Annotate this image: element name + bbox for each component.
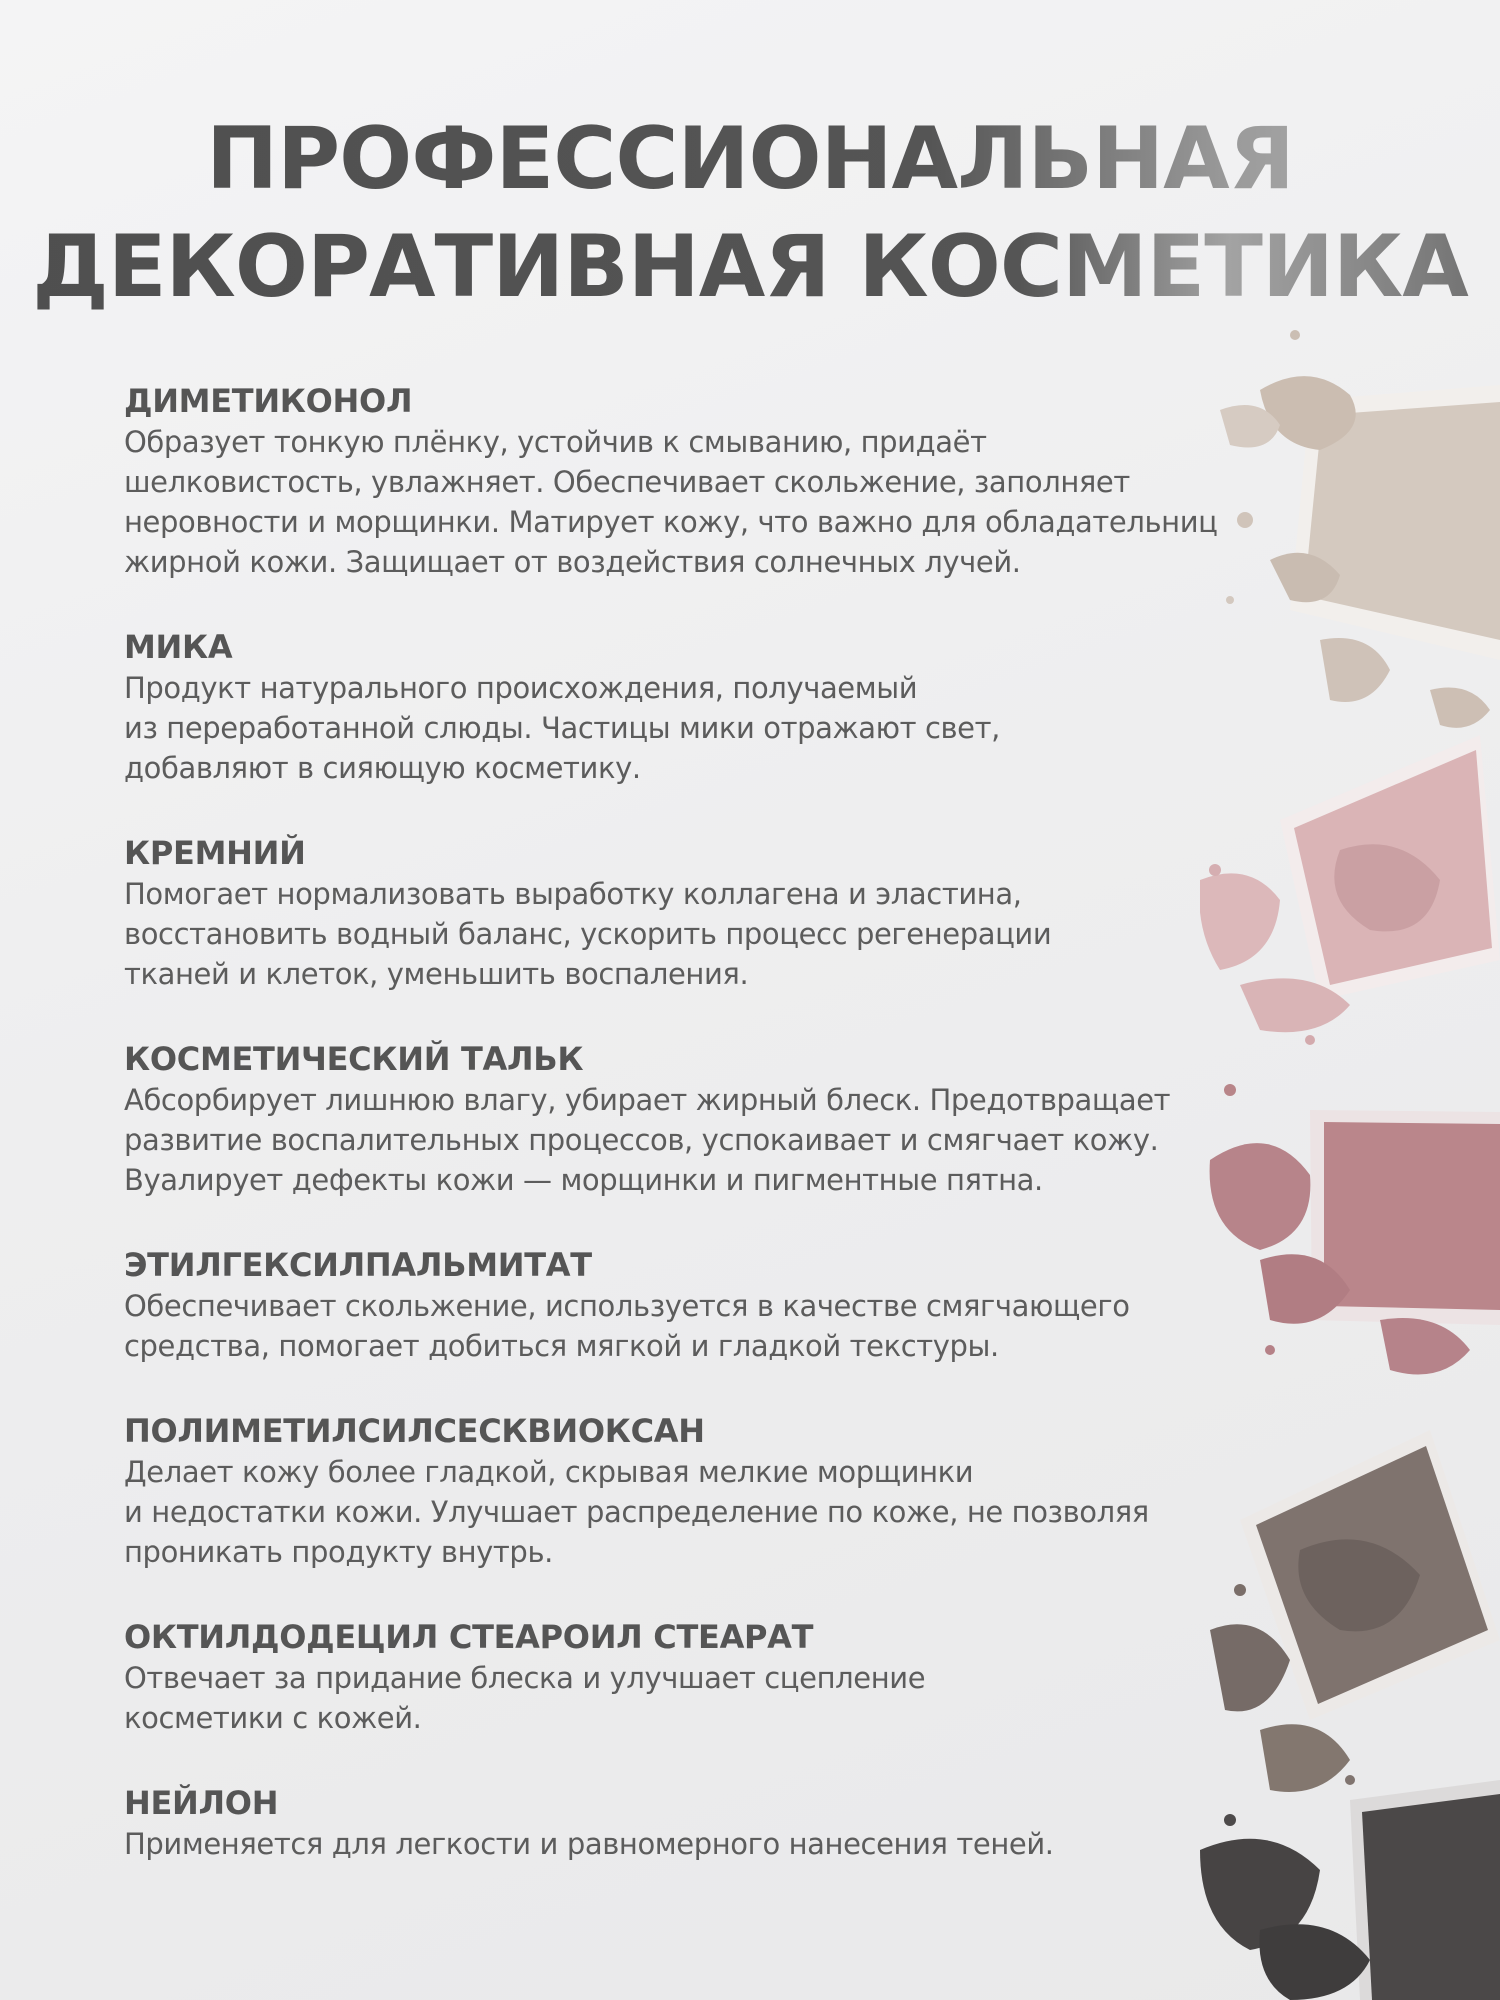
ingredient-item	[124, 832, 1254, 994]
ingredient-description-line: восстановить водный баланс, ускорить процесс регенерации	[124, 917, 1052, 951]
ingredient-description-line: жирной кожи. Защищает от воздействия солнечных лучей.	[124, 545, 1021, 579]
ingredient-description	[124, 1824, 1254, 1864]
ingredient-description-line: из переработанной слюды. Частицы мики отражают свет,	[124, 711, 1000, 745]
ingredient-description-line: Продукт натурального происхождения, получаемый	[124, 671, 918, 705]
ingredient-item	[124, 1782, 1254, 1864]
ingredient-item	[124, 380, 1254, 582]
beige-powder-swatch	[1220, 330, 1500, 728]
ingredient-description	[124, 1658, 1254, 1738]
mauve-powder-swatch	[1210, 1084, 1500, 1375]
ingredient-description	[124, 1286, 1254, 1366]
ingredient-description	[124, 1080, 1254, 1200]
ingredient-description-line: тканей и клеток, уменьшить воспаления.	[124, 957, 749, 991]
light-pink-powder-swatch	[1200, 735, 1500, 1045]
ingredient-description-line: Отвечает за придание блеска и улучшает сцепление	[124, 1661, 926, 1695]
taupe-powder-swatch	[1210, 1430, 1500, 1792]
ingredient-description	[124, 668, 1254, 788]
ingredient-description	[124, 422, 1254, 582]
ingredient-description-line: добавляют в сияющую косметику.	[124, 751, 641, 785]
ingredient-list	[124, 380, 1254, 1908]
ingredient-description-line: и недостатки кожи. Улучшает распределение по коже, не позволяя	[124, 1495, 1149, 1529]
ingredient-description-line: Вуалирует дефекты кожи — морщинки и пигментные пятна.	[124, 1163, 1043, 1197]
ingredient-description-line: Помогает нормализовать выработку коллагена и эластина,	[124, 877, 1022, 911]
ingredient-description-line: Образует тонкую плёнку, устойчив к смыванию, придаёт	[124, 425, 987, 459]
ingredient-name: КРЕМНИЙ	[124, 834, 306, 872]
page-title-line-2: ДЕКОРАТИВНАЯ КОСМЕТИКА	[0, 213, 1500, 321]
ingredient-description-line: Абсорбирует лишнюю влагу, убирает жирный блеск. Предотвращает	[124, 1083, 1171, 1117]
ingredient-name: ДИМЕТИКОНОЛ	[124, 382, 413, 420]
charcoal-powder-swatch	[1200, 1780, 1500, 2000]
ingredient-item	[124, 1244, 1254, 1366]
ingredient-name: ОКТИЛДОДЕЦИЛ СТЕАРОИЛ СТЕАРАТ	[124, 1618, 814, 1656]
ingredient-description-line: проникать продукту внутрь.	[124, 1535, 553, 1569]
crushed-eyeshadow-decoration	[1200, 0, 1500, 2000]
ingredient-description-line: косметики с кожей.	[124, 1701, 422, 1735]
ingredient-description-line: Делает кожу более гладкой, скрывая мелкие морщинки	[124, 1455, 974, 1489]
ingredient-description-line: неровности и морщинки. Матирует кожу, что важно для обладательниц	[124, 505, 1218, 539]
ingredient-item	[124, 1410, 1254, 1572]
ingredient-name: ПОЛИМЕТИЛСИЛСЕСКВИОКСАН	[124, 1412, 705, 1450]
ingredient-name: МИКА	[124, 628, 233, 666]
ingredient-name: НЕЙЛОН	[124, 1784, 279, 1822]
ingredient-description-line: средства, помогает добиться мягкой и гладкой текстуры.	[124, 1329, 999, 1363]
ingredient-item	[124, 1616, 1254, 1738]
ingredient-description-line: шелковистость, увлажняет. Обеспечивает скольжение, заполняет	[124, 465, 1130, 499]
ingredient-description	[124, 874, 1254, 994]
page-title-line-1: ПРОФЕССИОНАЛЬНАЯ	[0, 105, 1500, 213]
ingredient-description-line: Обеспечивает скольжение, используется в качестве смягчающего	[124, 1289, 1130, 1323]
ingredient-item	[124, 626, 1254, 788]
ingredient-name: ЭТИЛГЕКСИЛПАЛЬМИТАТ	[124, 1246, 592, 1284]
ingredient-item	[124, 1038, 1254, 1200]
ingredient-name: КОСМЕТИЧЕСКИЙ ТАЛЬК	[124, 1040, 584, 1078]
ingredient-description-line: Применяется для легкости и равномерного нанесения теней.	[124, 1827, 1054, 1861]
ingredient-description-line: развитие воспалительных процессов, успокаивает и смягчает кожу.	[124, 1123, 1159, 1157]
ingredient-description	[124, 1452, 1254, 1572]
